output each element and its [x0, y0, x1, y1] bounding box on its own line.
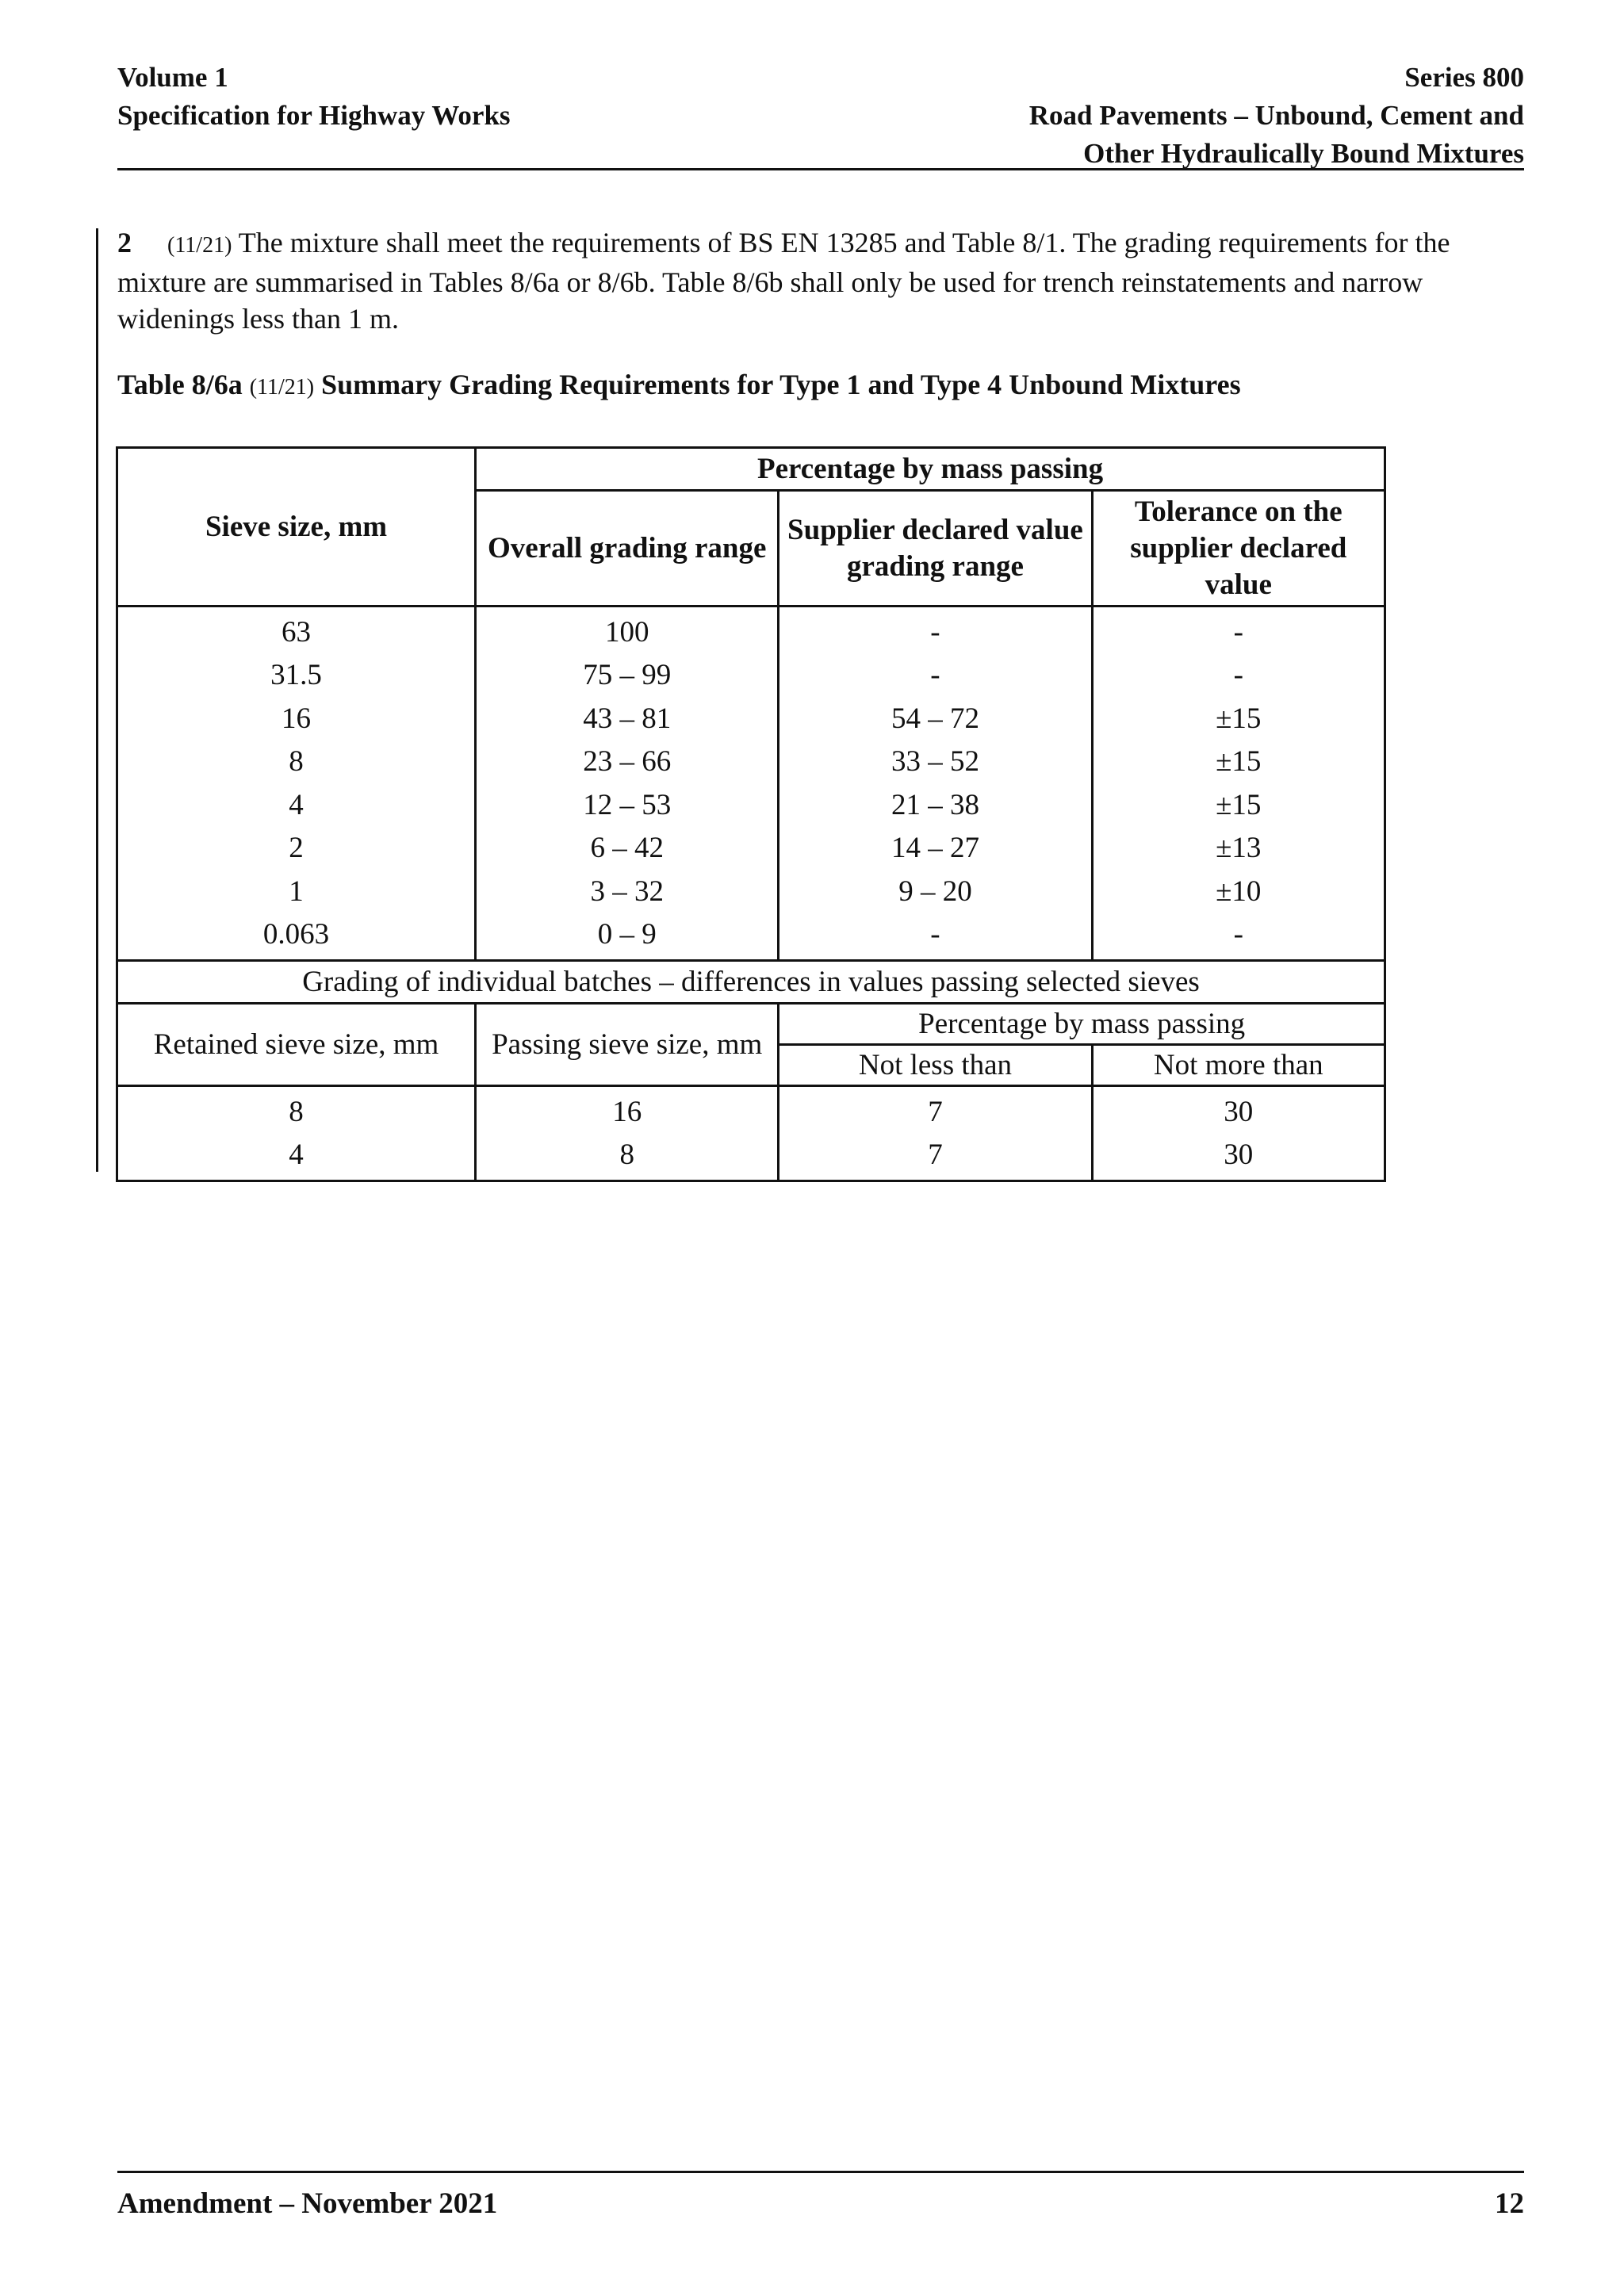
pct-passing-subheader: Percentage by mass passing: [779, 1004, 1385, 1045]
table-row: [117, 607, 1385, 654]
tolerance-cell: ±15: [1092, 697, 1385, 740]
sieve-cell: 8: [117, 740, 476, 784]
overall-cell: 3 – 32: [476, 870, 779, 913]
overall-cell: 12 – 53: [476, 783, 779, 827]
series-title-line2: Other Hydraulically Bound Mixtures: [1083, 138, 1524, 169]
table-row: [117, 827, 1385, 871]
supplier-cell: 54 – 72: [779, 697, 1092, 740]
sieve-cell: 63: [117, 607, 476, 654]
clause-paragraph: [117, 224, 1537, 337]
tolerance-cell: ±15: [1092, 740, 1385, 784]
sieve-size-header: Sieve size, mm: [117, 448, 476, 607]
volume-label: Volume 1: [117, 62, 228, 93]
retained-cell: 8: [117, 1086, 476, 1134]
table-row: [117, 740, 1385, 784]
supplier-cell: 14 – 27: [779, 827, 1092, 871]
overall-cell: 75 – 99: [476, 654, 779, 698]
sieve-cell: 1: [117, 870, 476, 913]
supplier-cell: 9 – 20: [779, 870, 1092, 913]
not-less-than-header: Not less than: [779, 1045, 1092, 1086]
min-cell: 7: [779, 1086, 1092, 1134]
overall-grading-header: Overall grading range: [476, 491, 779, 607]
overall-cell: 43 – 81: [476, 697, 779, 740]
header-left: [117, 59, 511, 135]
tolerance-cell: ±13: [1092, 827, 1385, 871]
table-row: [117, 913, 1385, 961]
table-label: Table 8/6a: [117, 369, 243, 400]
supplier-cell: 33 – 52: [779, 740, 1092, 784]
tolerance-cell: ±10: [1092, 870, 1385, 913]
table-row: [117, 783, 1385, 827]
table-row: [117, 697, 1385, 740]
header-divider: [117, 168, 1524, 170]
page-number: 12: [1495, 2187, 1524, 2220]
sieve-cell: 2: [117, 827, 476, 871]
pct-passing-header: Percentage by mass passing: [476, 448, 1385, 491]
supplier-cell: -: [779, 913, 1092, 961]
sieve-cell: 0.063: [117, 913, 476, 961]
table-row: [117, 654, 1385, 698]
series-title-line1: Road Pavements – Unbound, Cement and: [1028, 100, 1524, 131]
table-row: [117, 1134, 1385, 1181]
clause-text: The mixture shall meet the requirements of BS EN 13285 and Table 8/1. The grading requirements for the mixture are summarised in Tables 8/6a or 8/6b. Table 8/6b shall only be used for trench reinstatements and narrow widenings less than 1 m.: [117, 227, 1450, 335]
amendment-label: Amendment – November 2021: [117, 2187, 498, 2220]
passing-cell: 8: [476, 1134, 779, 1181]
tolerance-cell: -: [1092, 913, 1385, 961]
table-title: [117, 368, 1241, 401]
not-more-than-header: Not more than: [1092, 1045, 1385, 1086]
footer-divider: [117, 2171, 1524, 2173]
supplier-cell: -: [779, 654, 1092, 698]
tolerance-cell: ±15: [1092, 783, 1385, 827]
change-bar: [96, 228, 98, 1172]
retained-cell: 4: [117, 1134, 476, 1181]
supplier-cell: 21 – 38: [779, 783, 1092, 827]
table-row: [117, 870, 1385, 913]
series-label: Series 800: [1404, 62, 1524, 93]
table-amendment: (11/21): [249, 375, 315, 400]
overall-cell: 0 – 9: [476, 913, 779, 961]
table-title-text: Summary Grading Requirements for Type 1 and Type 4 Unbound Mixtures: [321, 369, 1241, 400]
batches-header: Grading of individual batches – differences in values passing selected sieves: [117, 961, 1385, 1004]
overall-cell: 100: [476, 607, 779, 654]
header-right: [1029, 59, 1524, 173]
grading-table: [116, 446, 1386, 1182]
sieve-cell: 31.5: [117, 654, 476, 698]
overall-cell: 23 – 66: [476, 740, 779, 784]
tolerance-cell: -: [1092, 607, 1385, 654]
max-cell: 30: [1092, 1086, 1385, 1134]
tolerance-header: Tolerance on the supplier declared value: [1092, 491, 1385, 607]
clause-amendment: (11/21): [167, 233, 232, 258]
supplier-cell: -: [779, 607, 1092, 654]
passing-sieve-header: Passing sieve size, mm: [476, 1004, 779, 1086]
overall-cell: 6 – 42: [476, 827, 779, 871]
retained-sieve-header: Retained sieve size, mm: [117, 1004, 476, 1086]
spec-label: Specification for Highway Works: [117, 100, 511, 131]
min-cell: 7: [779, 1134, 1092, 1181]
clause-number: 2: [117, 227, 132, 258]
supplier-declared-header: Supplier declared value grading range: [779, 491, 1092, 607]
table-row: [117, 1086, 1385, 1134]
sieve-cell: 4: [117, 783, 476, 827]
max-cell: 30: [1092, 1134, 1385, 1181]
passing-cell: 16: [476, 1086, 779, 1134]
sieve-cell: 16: [117, 697, 476, 740]
tolerance-cell: -: [1092, 654, 1385, 698]
